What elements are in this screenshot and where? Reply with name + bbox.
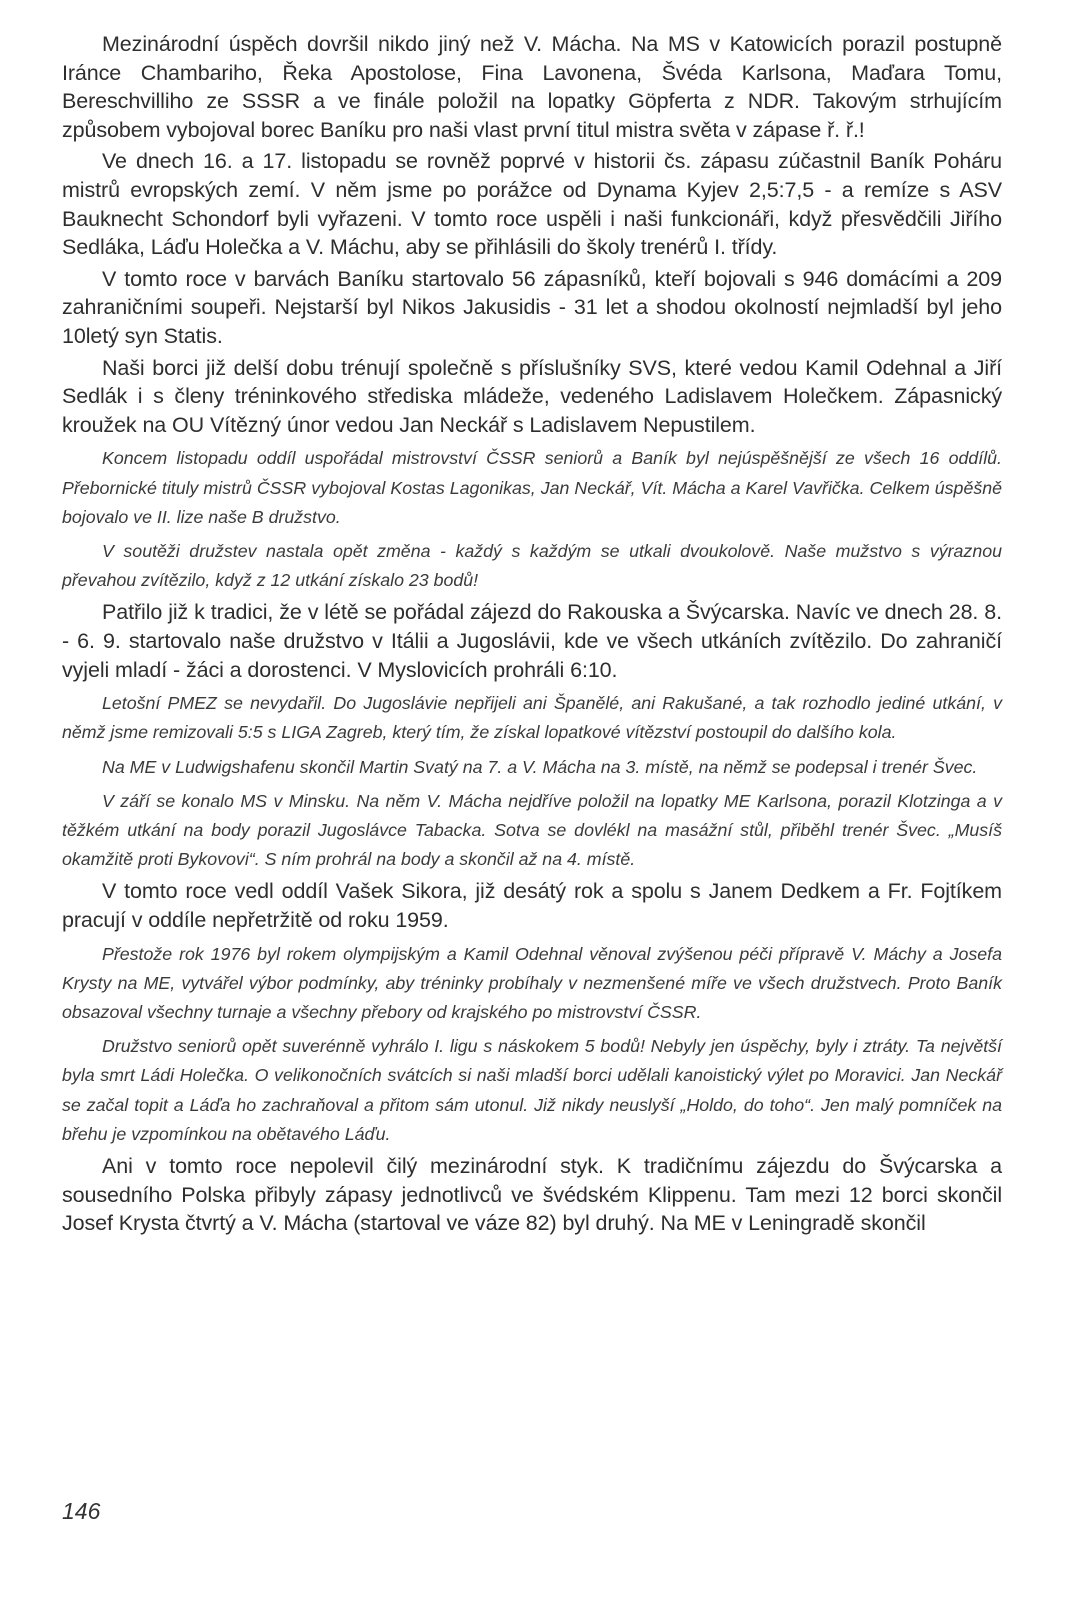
page-number: 146 xyxy=(62,1498,101,1524)
paragraph: V tomto roce vedl oddíl Vašek Sikora, již desátý rok a spolu s Janem Dedkem a Fr. Fojtíkem pracují v oddíle nepřetržitě od roku 1959. xyxy=(62,879,1002,932)
italic-paragraph: Letošní PMEZ se nevydařil. Do Jugoslávie nepřijeli ani Španělé, ani Rakušané, a tak rozhodlo jediné utkání, v němž jsme remizovali 5:5 s LIGA Zagreb, který tím, že získal lopatkové vítězství postoupil do dalšího kola. xyxy=(62,693,1002,743)
italic-paragraph: Přestože rok 1976 byl rokem olympijským a Kamil Odehnal věnoval zvýšenou péči přípravě V. Máchy a Josefa Krysty na ME, vytvářel výbor podmínky, aby tréninky probíhaly v nezmenšené míře ve všech družstvech. Proto Baník obsazoval všechny turnaje a všechny přebory od krajského po mistrovství ČSSR. xyxy=(62,943,1002,1022)
paragraph: Ani v tomto roce nepolevil čilý mezinárodní styk. K tradičnímu zájezdu do Švýcarska a sousedního Polska přibyly zápasy jednotlivců ve švédském Klippenu. Tam mezi 12 borci skončil Josef Krysta čtvrtý a V. Mácha (startoval ve váze 82) byl druhý. Na ME v Leningradě skončil xyxy=(62,1153,1002,1236)
italic-paragraph: V září se konalo MS v Minsku. Na něm V. Mácha nejdříve položil na lopatky ME Karlsona, porazil Klotzinga a v těžkém utkání na body porazil Jugoslávce Tabacka. Sotva se dovlékl na masážní stůl, přiběhl trenér Švec. „Musíš okamžitě proti Bykovovi“. S ním prohrál na body a skončil až na 4. místě. xyxy=(62,790,1002,870)
italic-paragraph: Družstvo seniorů opět suverénně vyhrálo I. ligu s náskokem 5 bodů! Nebyly jen úspěchy, byly i ztráty. Ta největší byla smrt Ládi Holečka. O velikonočních svátcích si naši mladší borci udělali kanoistický výlet po Moravici. Jan Neckář se začal topit a Láďa ho zachraňoval a přitom sám utonul. Již nikdy neuslyší „Holdo, do toho“. Jen malý pomníček na břehu je vzpomínkou na obětavého Láďu. xyxy=(62,1036,1002,1144)
italic-paragraph: V soutěži družstev nastala opět změna - každý s každým se utkali dvoukolově. Naše mužstvo s výraznou převahou zvítězilo, když z 12 utkání získalo 23 bodů! xyxy=(62,540,1002,591)
paragraph: Patřilo již k tradici, že v létě se pořádal zájezd do Rakouska a Švýcarska. Navíc ve dnech 28. 8. - 6. 9. startovalo naše družstvo v Itálii a Jugoslávii, kde ve všech utkáních zvítězilo. Do zahraničí vyjeli mladí - žáci a dorostenci. V Myslovicích prohráli 6:10. xyxy=(62,600,1002,682)
paragraph: Naši borci již delší dobu trénují společně s příslušníky SVS, které vedou Kamil Odehnal a Jiří Sedlák i s členy tréninkového střediska mládeže, vedeného Ladislavem Holečkem. Zápasnický kroužek na OU Vítězný únor vedou Jan Neckář s Ladislavem Nepustilem. xyxy=(62,355,1002,437)
italic-paragraph: Koncem listopadu oddíl uspořádal mistrovství ČSSR seniorů a Baník byl nejúspěšnější ze všech 16 oddílů. Přebornické tituly mistrů ČSSR vybojoval Kostas Lagonikas, Jan Neckář, Vít. Mácha a Karel Vavřička. Celkem úspěšně bojovalo ve II. lize naše B družstvo. xyxy=(62,448,1002,527)
paragraph: Ve dnech 16. a 17. listopadu se rovněž poprvé v historii čs. zápasu zúčastnil Baník Poháru mistrů evropských zemí. V něm jsme po porážce od Dynama Kyjev 2,5:7,5 - a remíze s ASV Bauknecht Schondorf byli vyřazeni. V tomto roce uspěli i naši funkcionáři, když přesvědčili Jiřího Sedláka, Láďu Holečka a V. Máchu, aby se přihlásili do školy trenérů I. třídy. xyxy=(62,149,1002,260)
paragraph: Mezinárodní úspěch dovršil nikdo jiný než V. Mácha. Na MS v Katowicích porazil postupně Iránce Chambariho, Řeka Apostolose, Fina Lavonena, Švéda Karlsona, Maďara Tomu, Bereschvilliho ze SSSR a ve finále položil na lopatky Göpferta z NDR. Takovým strhujícím způsobem vybojoval borec Baníku pro naši vlast první titul mistra světa v zápase ř. ř.! xyxy=(62,32,1002,142)
italic-paragraph: Na ME v Ludwigshafenu skončil Martin Svatý na 7. a V. Mácha na 3. místě, na němž se podepsal i trenér Švec. xyxy=(102,756,978,777)
page-body xyxy=(62,30,1002,1238)
paragraph: V tomto roce v barvách Baníku startovalo 56 zápasníků, kteří bojovali s 946 domácími a 209 zahraničními soupeři. Nejstarší byl Nikos Jakusidis - 31 let a shodou okolností nejmladší byl jeho 10letý syn Statis. xyxy=(62,266,1002,348)
